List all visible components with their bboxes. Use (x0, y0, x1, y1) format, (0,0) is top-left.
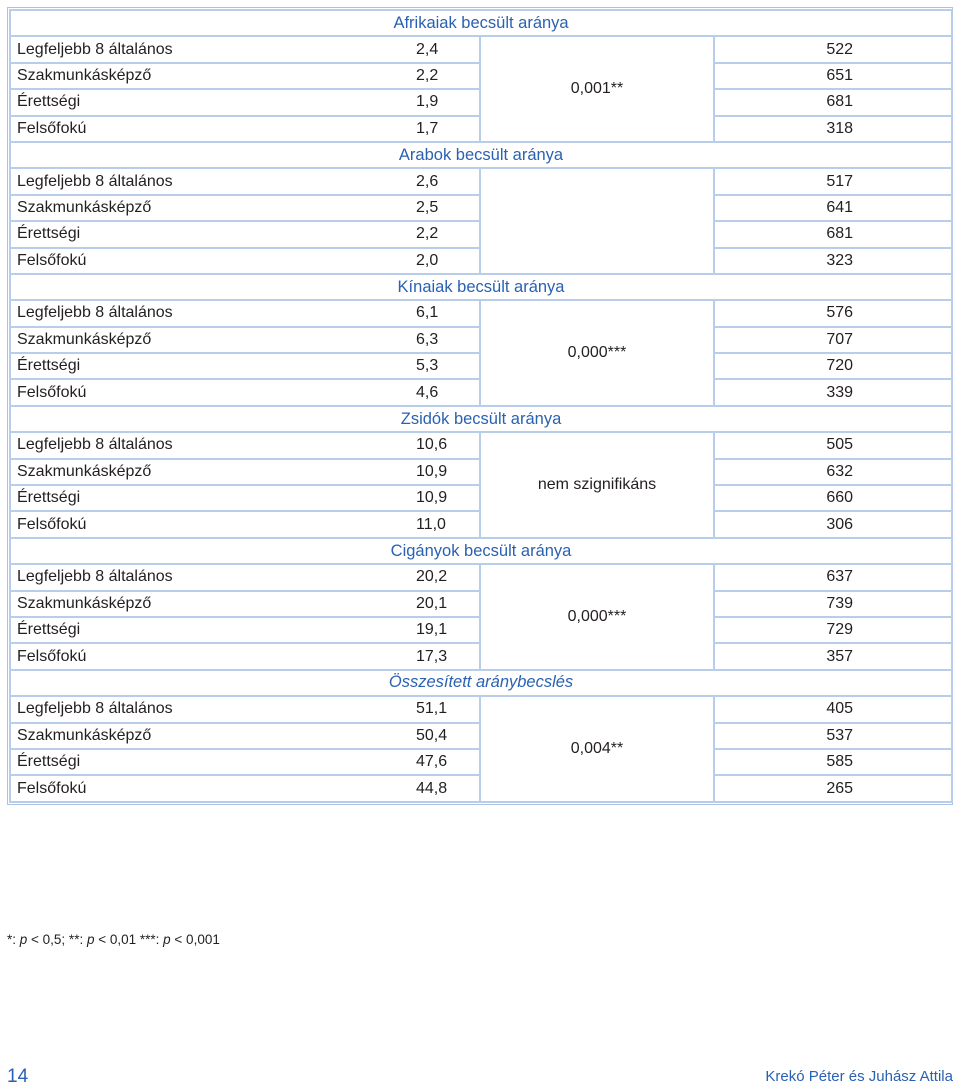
sample-size: 537 (714, 723, 952, 749)
sample-size: 585 (714, 749, 952, 775)
significance-value: nem szignifikáns (480, 432, 714, 538)
education-level: Szakmunkásképző (10, 327, 410, 353)
education-level: Szakmunkásképző (10, 195, 410, 221)
significance-value (480, 168, 714, 274)
estimated-share: 6,3 (410, 327, 480, 353)
group-title: Összesített aránybecslés (10, 670, 952, 696)
education-level: Felsőfokú (10, 511, 410, 537)
education-level: Érettségi (10, 89, 410, 115)
group-header-row (10, 274, 952, 300)
sample-size: 339 (714, 379, 952, 405)
sample-size: 306 (714, 511, 952, 537)
sample-size: 318 (714, 116, 952, 142)
note-p-symbol: p (86, 932, 95, 947)
education-level: Felsőfokú (10, 379, 410, 405)
estimated-share: 19,1 (410, 617, 480, 643)
estimated-share: 47,6 (410, 749, 480, 775)
sample-size: 505 (714, 432, 952, 458)
education-level: Felsőfokú (10, 116, 410, 142)
estimated-share: 2,2 (410, 221, 480, 247)
estimated-share: 44,8 (410, 775, 480, 801)
estimated-share: 1,9 (410, 89, 480, 115)
education-level: Szakmunkásképző (10, 63, 410, 89)
group-title: Cigányok becsült aránya (10, 538, 952, 564)
sample-size: 632 (714, 459, 952, 485)
education-level: Felsőfokú (10, 775, 410, 801)
group-title: Zsidók becsült aránya (10, 406, 952, 432)
sample-size: 720 (714, 353, 952, 379)
education-level: Szakmunkásképző (10, 723, 410, 749)
group-title: Arabok becsült aránya (10, 142, 952, 168)
sample-size: 651 (714, 63, 952, 89)
sample-size: 265 (714, 775, 952, 801)
education-level: Felsőfokú (10, 248, 410, 274)
group-header-row (10, 142, 952, 168)
education-level: Érettségi (10, 617, 410, 643)
significance-note (7, 932, 220, 947)
education-level: Felsőfokú (10, 643, 410, 669)
significance-value: 0,004** (480, 696, 714, 802)
group-title: Afrikaiak becsült aránya (10, 10, 952, 36)
table-row (10, 36, 952, 62)
sample-size: 323 (714, 248, 952, 274)
education-level: Legfeljebb 8 általános (10, 564, 410, 590)
education-level: Szakmunkásképző (10, 591, 410, 617)
table-row (10, 168, 952, 194)
estimated-share: 2,5 (410, 195, 480, 221)
sample-size: 681 (714, 89, 952, 115)
estimated-share: 2,0 (410, 248, 480, 274)
note-part: < 0,5; **: (27, 932, 87, 947)
estimated-share: 10,6 (410, 432, 480, 458)
results-table-frame (7, 7, 953, 805)
sample-size: 637 (714, 564, 952, 590)
education-level: Érettségi (10, 749, 410, 775)
education-level: Legfeljebb 8 általános (10, 168, 410, 194)
estimated-share: 1,7 (410, 116, 480, 142)
estimated-share: 11,0 (410, 511, 480, 537)
estimated-share: 6,1 (410, 300, 480, 326)
group-header-row (10, 406, 952, 432)
note-part: < 0,01 ***: (94, 932, 164, 947)
sample-size: 729 (714, 617, 952, 643)
estimated-share: 51,1 (410, 696, 480, 722)
significance-value: 0,000*** (480, 564, 714, 670)
table-row (10, 696, 952, 722)
estimated-share: 4,6 (410, 379, 480, 405)
estimated-share: 5,3 (410, 353, 480, 379)
sample-size: 739 (714, 591, 952, 617)
sample-size: 576 (714, 300, 952, 326)
note-p-symbol: p (163, 932, 171, 947)
table-row (10, 432, 952, 458)
note-part: < 0,001 (170, 932, 220, 947)
sample-size: 517 (714, 168, 952, 194)
group-title: Kínaiak becsült aránya (10, 274, 952, 300)
education-level: Szakmunkásképző (10, 459, 410, 485)
table-row (10, 564, 952, 590)
sample-size: 641 (714, 195, 952, 221)
education-level: Legfeljebb 8 általános (10, 300, 410, 326)
estimated-share: 10,9 (410, 485, 480, 511)
table-row (10, 300, 952, 326)
group-header-row (10, 10, 952, 36)
group-header-row (10, 538, 952, 564)
sample-size: 522 (714, 36, 952, 62)
results-table-body (10, 10, 952, 802)
significance-value: 0,000*** (480, 300, 714, 406)
note-part: *: (7, 932, 20, 947)
education-level: Érettségi (10, 485, 410, 511)
estimated-share: 2,6 (410, 168, 480, 194)
education-level: Érettségi (10, 353, 410, 379)
sample-size: 707 (714, 327, 952, 353)
estimated-share: 17,3 (410, 643, 480, 669)
education-level: Legfeljebb 8 általános (10, 432, 410, 458)
estimated-share: 10,9 (410, 459, 480, 485)
education-level: Legfeljebb 8 általános (10, 696, 410, 722)
sample-size: 681 (714, 221, 952, 247)
education-level: Legfeljebb 8 általános (10, 36, 410, 62)
estimated-share: 2,2 (410, 63, 480, 89)
significance-value: 0,001** (480, 36, 714, 142)
estimated-share: 2,4 (410, 36, 480, 62)
results-table (9, 9, 953, 803)
sample-size: 357 (714, 643, 952, 669)
author-credit: Krekó Péter és Juhász Attila (765, 1068, 953, 1085)
page-number: 14 (7, 1066, 29, 1087)
sample-size: 660 (714, 485, 952, 511)
estimated-share: 20,1 (410, 591, 480, 617)
sample-size: 405 (714, 696, 952, 722)
group-header-row (10, 670, 952, 696)
note-p-symbol: p (19, 932, 28, 947)
estimated-share: 20,2 (410, 564, 480, 590)
estimated-share: 50,4 (410, 723, 480, 749)
education-level: Érettségi (10, 221, 410, 247)
